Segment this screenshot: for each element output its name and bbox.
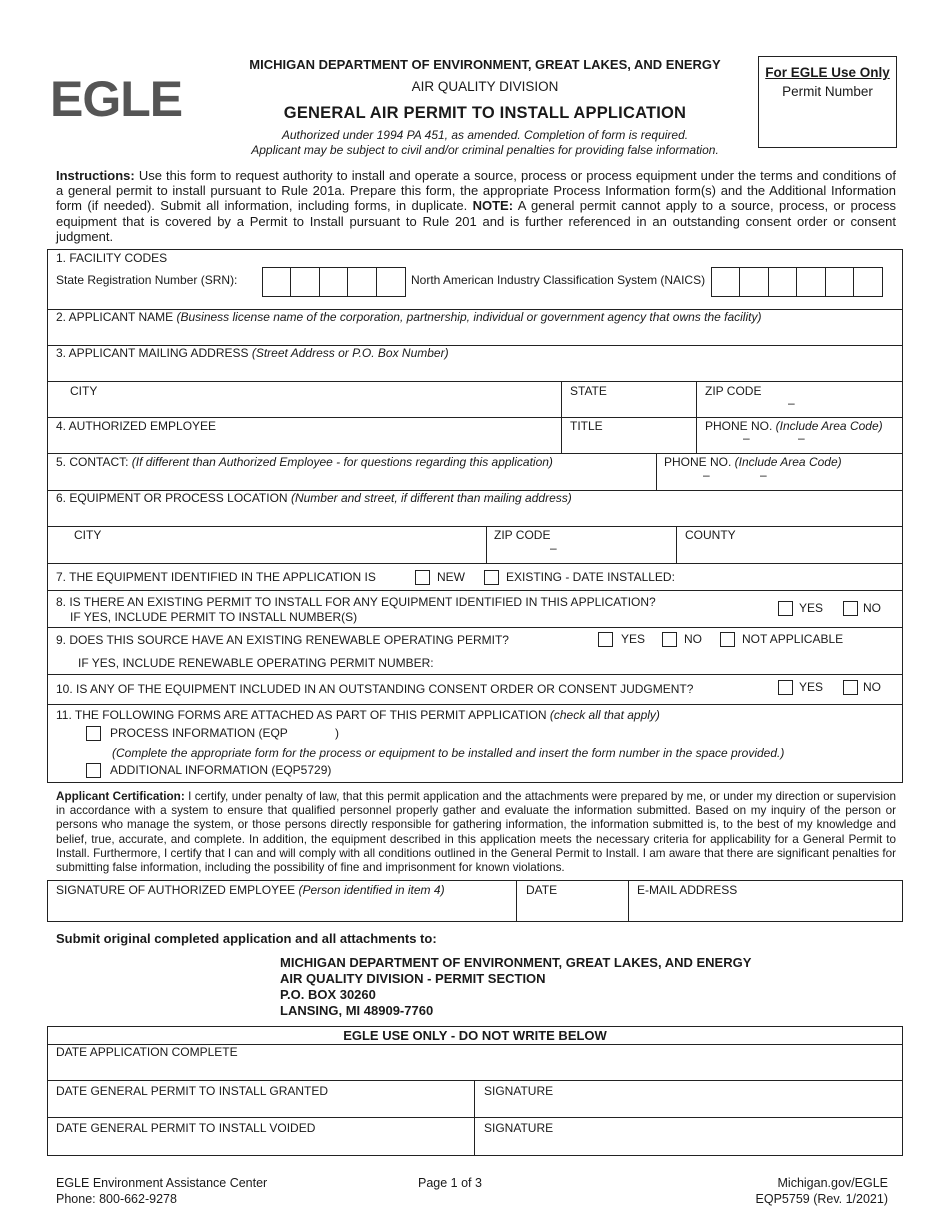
q8-no-checkbox[interactable]	[843, 601, 858, 616]
process-info-checkbox[interactable]	[86, 726, 101, 741]
signature-row[interactable]: SIGNATURE OF AUTHORIZED EMPLOYEE (Person identified in item 4) DATE E-MAIL ADDRESS	[47, 880, 903, 922]
submit-instruction: Submit original completed application and all attachments to:	[56, 931, 437, 946]
q9-not-applicable-checkbox[interactable]	[720, 632, 735, 647]
contact-row[interactable]: 5. CONTACT: (If different than Authorized Employee - for questions regarding this application) PHONE NO. (Include Area Code) – –	[48, 454, 902, 491]
permit-number-field[interactable]: Permit Number	[782, 84, 873, 99]
city-state-zip-row[interactable]: CITY STATE ZIP CODE –	[48, 382, 902, 418]
date-voided-row: DATE GENERAL PERMIT TO INSTALL VOIDED SIGNATURE	[48, 1118, 902, 1155]
location-city-zip-county-row[interactable]: CITY ZIP CODE – COUNTY	[48, 527, 902, 564]
existing-checkbox[interactable]	[484, 570, 499, 585]
authorized-employee-row[interactable]: 4. AUTHORIZED EMPLOYEE TITLE PHONE NO. (Include Area Code) – –	[48, 418, 902, 454]
applicant-certification: Applicant Certification: I certify, under penalty of law, that this permit application and the attachments were prepared by me, or under my direction or supervision in accordance with a system to ensure that qualified personnel properly gather and evaluate the information submitted. Based on my inquiry of the person or persons who manage the system, or those persons directly responsible for gathering information, the information submitted is, to the best of my knowledge and belief, true, accurate, and complete. In addition, the equipment described in this application meets the necessary criteria for applicability for a General Permit to Install. Furthermore, I certify that I can and will comply with all conditions outlined in the General Permit to Install. I am aware that there are significant penalties for submitting false information, including the possibility of fine and imprisonment for known violations.	[56, 790, 896, 875]
mailing-address-field[interactable]: 3. APPLICANT MAILING ADDRESS (Street Address or P.O. Box Number)	[48, 346, 902, 382]
equipment-location-field[interactable]: 6. EQUIPMENT OR PROCESS LOCATION (Number and street, if different than mailing address)	[48, 491, 902, 527]
new-checkbox[interactable]	[415, 570, 430, 585]
question-9-row: 9. DOES THIS SOURCE HAVE AN EXISTING RENEWABLE OPERATING PERMIT? YES NO NOT APPLICABLE IF YES, INCLUDE RENEWABLE OPERATING PERMIT NUMBER:	[48, 628, 902, 675]
question-11-row: 11. THE FOLLOWING FORMS ARE ATTACHED AS PART OF THIS PERMIT APPLICATION (check all that apply) PROCESS INFORMATION (EQP ) (Complete the appropriate form for the process or equipment to be installed and insert the form number in the space provided.) ADDITIONAL INFORMATION (EQP5729)	[56, 708, 785, 777]
application-form	[47, 249, 903, 783]
mailing-address: MICHIGAN DEPARTMENT OF ENVIRONMENT, GREAT LAKES, AND ENERGY AIR QUALITY DIVISION - PERMIT SECTION P.O. BOX 30260 LANSING, MI 48909-7760	[280, 955, 752, 1018]
instructions: Instructions: Use this form to request authority to install and operate a source, process or process equipment under the terms and conditions of a general permit to install pursuant to Rule 201a. Prepare this form, the appropriate Process Information form(s) and the Additional Information form (if needed). Submit all information, including forms, in duplicate. NOTE: A general permit cannot apply to a source, process, or process equipment that is covered by a Permit to Install pursuant to Rule 201 and is further referenced in an outstanding consent order or consent judgment.	[56, 168, 896, 244]
date-complete-row: DATE APPLICATION COMPLETE	[48, 1045, 902, 1081]
egle-use-only-title: EGLE USE ONLY - DO NOT WRITE BELOW	[48, 1027, 902, 1045]
footer-right: Michigan.gov/EGLE EQP5759 (Rev. 1/2021)	[755, 1176, 888, 1206]
date-granted-row: DATE GENERAL PERMIT TO INSTALL GRANTED SIGNATURE	[48, 1081, 902, 1118]
applicant-name-field[interactable]: 2. APPLICANT NAME (Business license name of the corporation, partnership, individual or government agency that owns the facility)	[48, 310, 902, 346]
egle-use-title: For EGLE Use Only	[765, 65, 890, 80]
form-title: GENERAL AIR PERMIT TO INSTALL APPLICATION	[283, 104, 687, 122]
srn-input[interactable]	[262, 267, 406, 297]
q9-yes-checkbox[interactable]	[598, 632, 613, 647]
naics-input[interactable]	[711, 267, 883, 297]
q9-no-checkbox[interactable]	[662, 632, 677, 647]
naics-label: North American Industry Classification System (NAICS)	[411, 273, 706, 287]
srn-label: State Registration Number (SRN):	[56, 273, 238, 287]
svg-text:EGLE: EGLE	[50, 74, 183, 120]
question-7-row: 7. THE EQUIPMENT IDENTIFIED IN THE APPLICATION IS NEW EXISTING - DATE INSTALLED:	[48, 564, 902, 591]
footer-left: EGLE Environment Assistance Center Phone: 800-662-9278	[56, 1176, 268, 1206]
egle-logo	[50, 74, 192, 120]
q8-yes-checkbox[interactable]	[778, 601, 793, 616]
egle-use-only-table	[47, 1026, 903, 1156]
q10-yes-checkbox[interactable]	[778, 680, 793, 695]
facility-codes-row: 1. FACILITY CODES State Registration Number (SRN): North American Industry Classification System (NAICS)	[48, 250, 902, 310]
page-number: Page 1 of 3	[418, 1176, 482, 1190]
q10-no-checkbox[interactable]	[843, 680, 858, 695]
department-name: MICHIGAN DEPARTMENT OF ENVIRONMENT, GREAT LAKES, AND ENERGY	[249, 57, 721, 72]
question-10-row: 10. IS ANY OF THE EQUIPMENT INCLUDED IN AN OUTSTANDING CONSENT ORDER OR CONSENT JUDGMENT? YES NO	[48, 675, 902, 705]
division-name: AIR QUALITY DIVISION	[411, 79, 559, 94]
question-8-row: 8. IS THERE AN EXISTING PERMIT TO INSTALL FOR ANY EQUIPMENT IDENTIFIED IN THIS APPLICATION? IF YES, INCLUDE PERMIT TO INSTALL NUMBER(S) YES NO	[48, 591, 902, 628]
additional-info-checkbox[interactable]	[86, 763, 101, 778]
egle-use-box	[758, 56, 897, 148]
authorization-note: Authorized under 1994 PA 451, as amended. Completion of form is required. Applicant may be subject to civil and/or criminal penalties for providing false information.	[251, 128, 719, 157]
